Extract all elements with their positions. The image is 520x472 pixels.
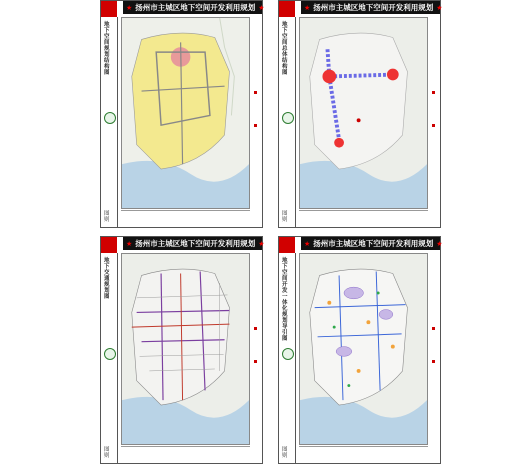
panel-side-label: 地下空间规划结构图 [104,22,110,76]
side-notes [432,327,438,407]
panel-bottom-label: 图则 [282,447,288,459]
panel-bottom-label: 图则 [282,211,288,223]
emblem-icon [104,348,116,360]
emblem-icon [282,112,294,124]
map-area [121,253,250,445]
red-corner-block [279,1,295,17]
side-strip [279,17,296,227]
legend-strip [121,210,250,225]
panel-title: ★ 扬州市主城区地下空间开发利用规划 ★ [301,237,440,250]
panel-bottom-label: 图则 [104,447,110,459]
legend-strip [299,446,428,461]
side-notes [432,91,438,171]
legend-strip [121,446,250,461]
map-area [299,253,428,445]
map-panel-3 [100,236,263,464]
side-strip [279,253,296,463]
map-panel-4 [278,236,441,464]
map-area [299,17,428,209]
red-corner-block [279,237,295,253]
side-strip [101,17,118,227]
panel-title: ★ 扬州市主城区地下空间开发利用规划 ★ [123,237,262,250]
red-corner-block [101,1,117,17]
emblem-icon [282,348,294,360]
map-panel-2 [278,0,441,228]
panel-bottom-label: 图则 [104,211,110,223]
panel-side-label: 地下空间开发一体化规划导引图 [282,258,288,342]
panel-side-label: 地下空间总体结构图 [282,22,288,76]
side-strip [101,253,118,463]
emblem-icon [104,112,116,124]
panel-title: ★ 扬州市主城区地下空间开发利用规划 ★ [123,1,262,14]
legend-strip [299,210,428,225]
red-corner-block [101,237,117,253]
side-notes [254,91,260,171]
panel-side-label: 地下交通规划图 [104,258,110,300]
map-panel-1 [100,0,263,228]
panel-title: ★ 扬州市主城区地下空间开发利用规划 ★ [301,1,440,14]
map-area [121,17,250,209]
side-notes [254,327,260,407]
